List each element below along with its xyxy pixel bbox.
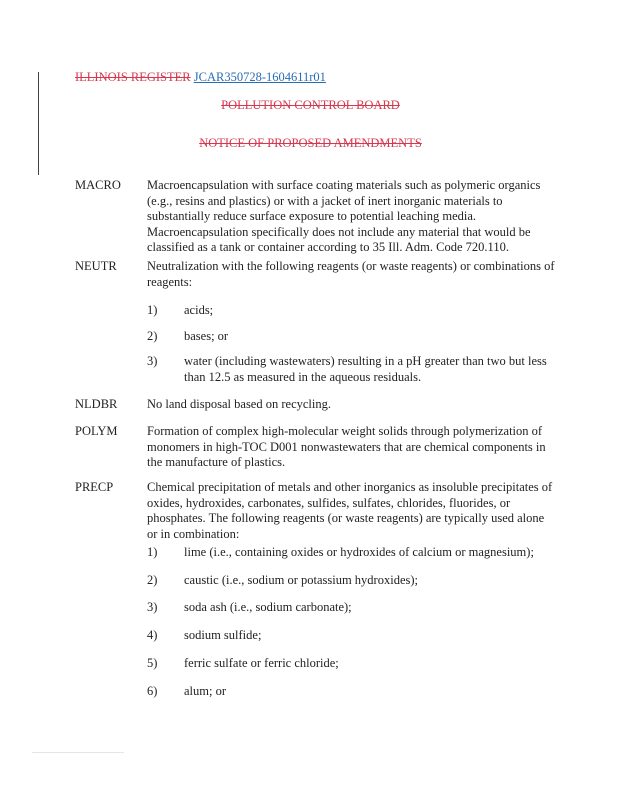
list-text: acids; xyxy=(184,303,214,317)
board-heading xyxy=(0,98,621,113)
list-text: water (including wastewaters) resulting in a pH greater than two but less than 12.5 as measured in the aqueous residuals. xyxy=(184,354,547,384)
definition-macro xyxy=(75,178,555,256)
register-title-struck: ILLINOIS REGISTER xyxy=(75,70,191,84)
definition-code: MACRO xyxy=(75,178,121,192)
notice-heading-text: NOTICE OF PROPOSED AMENDMENTS xyxy=(199,136,422,150)
definition-polym xyxy=(75,424,555,471)
list-text: soda ash (i.e., sodium carbonate); xyxy=(184,600,352,614)
list-text: sodium sulfide; xyxy=(184,628,262,642)
list-number: 5) xyxy=(147,656,158,670)
list-item xyxy=(147,656,557,672)
notice-heading xyxy=(0,136,621,151)
definition-code: POLYM xyxy=(75,424,118,438)
definition-code: NEUTR xyxy=(75,259,117,273)
footer-rule xyxy=(32,752,124,753)
jcar-reference: JCAR350728-1604611r01 xyxy=(193,70,326,84)
definition-code: PRECP xyxy=(75,480,114,494)
definition-text: Neutralization with the following reagents (or waste reagents) or combinations of reagents: xyxy=(147,259,555,289)
register-header xyxy=(75,70,326,85)
list-item xyxy=(147,600,557,616)
list-text: alum; or xyxy=(184,684,227,698)
list-item xyxy=(147,303,557,319)
definition-text: Formation of complex high-molecular weight solids through polymerization of monomers in high-TOC D001 nonwastewaters that are chemical components in the manufacture of plastics. xyxy=(147,424,546,469)
definition-code: NLDBR xyxy=(75,397,118,411)
definition-text: No land disposal based on recycling. xyxy=(147,397,331,411)
list-text: lime (i.e., containing oxides or hydroxides of calcium or magnesium); xyxy=(184,545,534,559)
list-number: 1) xyxy=(147,545,158,559)
list-item xyxy=(147,329,557,345)
definition-nldbr xyxy=(75,397,555,413)
definition-text: Macroencapsulation with surface coating materials such as polymeric organics (e.g., resins and plastics) or with a jacket of inert inorganic materials to substantially reduce surface exposure to potential leaching media. Macroencapsulation specifically does not include any material that would be classified as a tank or container according to 35 Ill. Adm. Code 720.110. xyxy=(147,178,541,254)
list-number: 6) xyxy=(147,684,158,698)
definition-precp xyxy=(75,480,555,542)
list-number: 2) xyxy=(147,329,158,343)
list-item xyxy=(147,684,557,700)
list-number: 3) xyxy=(147,600,158,614)
list-number: 3) xyxy=(147,354,158,368)
board-heading-text: POLLUTION CONTROL BOARD xyxy=(221,98,400,112)
list-number: 2) xyxy=(147,573,158,587)
list-item xyxy=(147,573,557,589)
definition-text: Chemical precipitation of metals and other inorganics as insoluble precipitates of oxides, hydroxides, carbonates, sulfides, sulfates, chlorides, fluorides, or phosphates. The following reagents (or waste reagents) are typically used alone or in combination: xyxy=(147,480,553,541)
list-text: ferric sulfate or ferric chloride; xyxy=(184,656,339,670)
list-item xyxy=(147,628,557,644)
list-text: bases; or xyxy=(184,329,229,343)
definition-neutr xyxy=(75,259,555,290)
list-item xyxy=(147,354,557,385)
list-text: caustic (i.e., sodium or potassium hydroxides); xyxy=(184,573,418,587)
list-number: 4) xyxy=(147,628,158,642)
list-item xyxy=(147,545,557,561)
revision-change-bar xyxy=(38,72,39,175)
list-number: 1) xyxy=(147,303,158,317)
